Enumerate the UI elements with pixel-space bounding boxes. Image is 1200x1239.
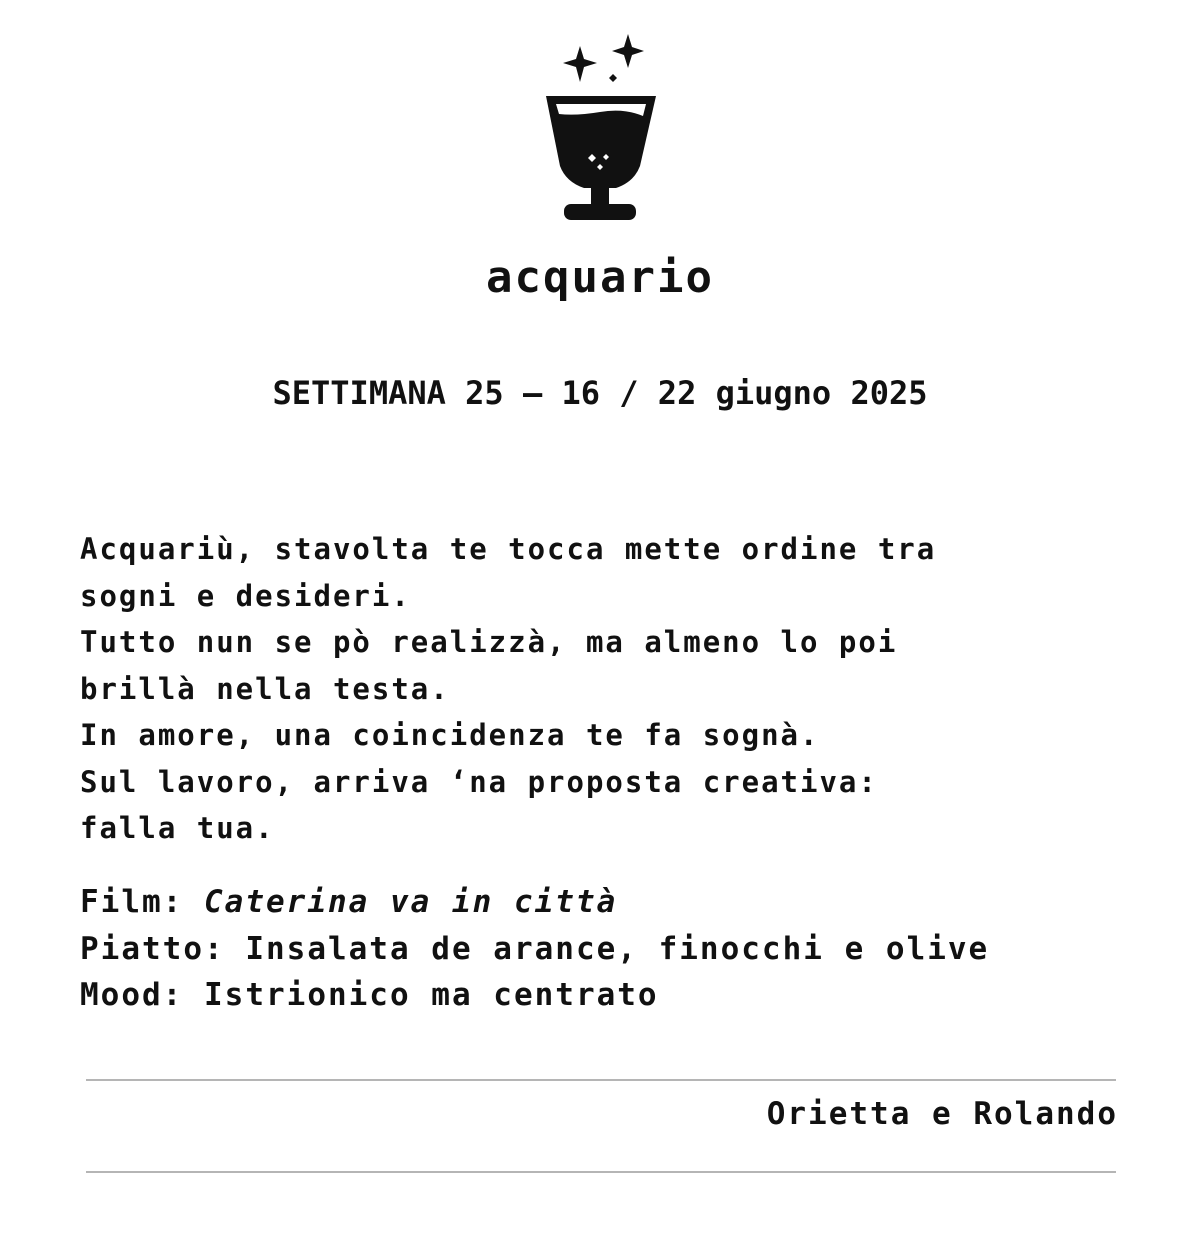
horoscope-text [80,526,1140,852]
film-label: Film: [80,884,184,920]
mood-row [80,972,1160,1019]
sparkle-small-icon [563,46,597,82]
mood-label: Mood: [80,977,184,1013]
dish-row [80,926,1160,973]
dish-label: Piatto: [80,930,225,967]
week-heading: SETTIMANA 25 – 16 / 22 giugno 2025 [272,374,928,412]
horoscope-line: In amore, una coincidenza te fa sognà. [80,718,820,752]
film-row [80,879,1160,926]
film-value: Caterina va in città [204,884,618,920]
goblet-with-sparkles-icon [530,30,670,230]
horoscope-line: brillà nella testa. [80,671,450,706]
author-signature: Orietta e Rolando [766,1096,1118,1132]
sparkle-dot-icon [609,74,617,82]
dish-value: Insalata de arance, finocchi e olive [245,930,990,967]
mood-value: Istrionico ma centrato [204,977,659,1013]
horoscope-line: Acquariù, stavolta te tocca mette ordine tra [80,532,937,566]
sparkle-large-icon [612,34,644,68]
horoscope-line: Sul lavoro, arriva ‘na proposta creativa: [80,764,878,799]
divider-top [86,1079,1116,1081]
horoscope-line: Tutto nun se pò realizzà, ma almeno lo poi [80,625,898,659]
sign-title: acquario [486,252,714,303]
recommendations [80,879,1160,1019]
divider-bottom [86,1171,1116,1173]
horoscope-line: falla tua. [80,811,275,845]
horoscope-line: sogni e desideri. [80,578,411,613]
